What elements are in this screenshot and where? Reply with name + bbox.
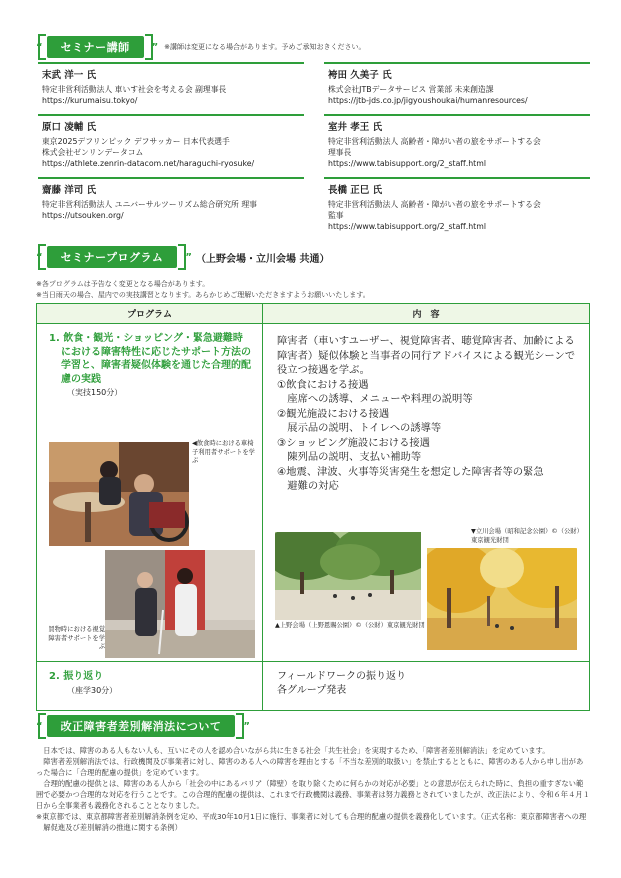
content-line: ④地震、津波、火事等災害発生を想定した障害者等の緊急 [277, 465, 544, 478]
speaker-name: 末武 洋一 氏 [42, 70, 97, 81]
content-line: 各グループ発表 [277, 684, 347, 696]
speaker-affiliation: 株式会社JTBデータサービス 営業部 未来創造課 [328, 85, 494, 94]
speaker-name: 齋藤 洋司 氏 [42, 185, 97, 196]
program-duration: （実技150分） [67, 388, 123, 397]
speaker-card [38, 114, 304, 177]
speakers-title: セミナー講師 [47, 36, 144, 58]
photo-caption: 買物時における視覚障害者サポートを学ぶ [48, 626, 105, 650]
program-header [36, 246, 329, 268]
program-duration: （座学30分） [67, 685, 118, 695]
law-paragraph: 日本では、障害のある人もない人も、互いにその人を認め合いながら共に生きる社会「共生社会」を実現するため、「障害者差別解消法」を定めています。 [43, 746, 550, 755]
speakers-header [36, 36, 365, 58]
speaker-affiliation: 特定非営利活動法人 車いす社会を考える会 副理事長 [42, 85, 227, 94]
speaker-name: 室井 孝王 氏 [328, 122, 383, 133]
content-text [263, 324, 589, 494]
photo-caption: ◀飲食時における車椅子利用者サポートを学ぶ [192, 440, 255, 464]
speaker-affiliation: 特定非営利活動法人 高齢者・障がい者の旅をサポートする会 [328, 200, 541, 209]
content-line: 展示品の説明、トイレへの誘導等 [277, 422, 442, 434]
speaker-url[interactable]: https://kurumaisu.tokyo/ [42, 96, 138, 105]
quote-mark-icon: ” [185, 251, 192, 263]
speaker-affiliation: 東京2025デフリンピック デフサッカー 日本代表選手 [42, 137, 230, 146]
content-line: ①飲食における接遇 [277, 378, 369, 391]
speaker-affiliation: 特定非営利活動法人 ユニバーサルツーリズム総合研究所 理事 [42, 200, 257, 209]
column-header-content: 内 容 [412, 310, 440, 320]
table-header-row [37, 304, 589, 324]
law-paragraph: 障害者差別解消法では、行政機関及び事業者に対し、障害のある人への障害を理由とする「不当な差別的取扱い」を禁止するとともに、障害のある人から申し出があった場合に「合理的配慮の提供」を定めています。 [36, 757, 584, 777]
speakers-grid [38, 62, 590, 237]
table-row [37, 324, 589, 662]
program-cell [37, 324, 263, 661]
table-row [37, 662, 589, 710]
tachikawa-park-photo [427, 548, 577, 650]
program-note: ※各プログラムは予告なく変更となる場合があります。 [36, 280, 210, 288]
program-note: ※当日雨天の場合、屋内での実技講習となります。あらかじめご理解いただきますようお願いいたします。 [36, 291, 370, 299]
quote-mark-icon: ” [243, 720, 250, 732]
speaker-affiliation: 監事 [328, 211, 344, 220]
program-table [36, 303, 590, 711]
speaker-card [38, 177, 304, 237]
law-title: 改正障害者差別解消法について [47, 715, 236, 737]
speaker-url[interactable]: https://www.tabisupport.org/2_staff.html [328, 159, 486, 168]
content-cell [263, 324, 589, 661]
program-title-2: 2. 振り返り [49, 671, 104, 682]
law-body [36, 745, 590, 833]
speaker-name: 原口 凌輔 氏 [42, 122, 97, 133]
content-line: 避難の対応 [277, 480, 339, 492]
program-venues: （上野会場・立川会場 共通） [196, 253, 330, 265]
speaker-name: 長橋 正巳 氏 [328, 185, 383, 196]
speaker-card [38, 62, 304, 114]
program-title-1: 1. 飲食・観光・ショッピング・緊急避難時における障害特性に応じたサポート方法の学習と、障害者疑似体験を通じた合理的配慮の実践 [49, 333, 251, 385]
speaker-url[interactable]: https://athlete.zenrin-datacom.net/haraguchi-ryosuke/ [42, 159, 255, 168]
program-cell [37, 662, 263, 710]
speaker-affiliation: 株式会社ゼンリンデータコム [42, 148, 144, 157]
program-title: セミナープログラム [47, 246, 178, 268]
speaker-url[interactable]: https://www.tabisupport.org/2_staff.html [328, 222, 486, 231]
speaker-card [324, 62, 590, 114]
speaker-url[interactable]: https://utsouken.org/ [42, 211, 124, 220]
content-line: フィールドワークの振り返り [277, 671, 406, 682]
content-line: 障害者（車いすユーザー、視覚障害者、聴覚障害者、加齢による障害者）疑似体験と当事者の同行アドバイスによる観光シーンで役立つ接遇を学ぶ。 [277, 335, 576, 376]
quote-mark-icon: ” [151, 41, 159, 53]
law-paragraph: 合理的配慮の提供とは、障害のある人から「社会の中にあるバリア（障壁）を取り除くために何らかの対応が必要」との意思が伝えられた時に、負担の重すぎない範囲で必要かつ合理的な対応を行うことです。この合理的配慮の提供は、これまで行政機関は義務、事業者は努力義務とされていましたが、改正法により、令和６年４月１日から全事業者も義務化されることとなりました。 [36, 779, 590, 810]
content-line: 座席への誘導、メニューや料理の説明等 [277, 393, 473, 405]
content-line: ②観光施設における接遇 [277, 407, 390, 420]
law-header [36, 715, 254, 737]
column-header-program: プログラム [37, 304, 263, 323]
law-footnote: ※東京都では、東京都障害者差別解消条例を定め、平成30年10月1日に施行、事業者に対しても合理的配慮の提供を義務化しています。（正式名称：東京都障害者への理解促進及び差別解消の推進に関する条例） [36, 812, 587, 832]
content-line: 陳列品の説明、支払い補助等 [277, 451, 422, 463]
restaurant-support-photo [49, 442, 189, 546]
speaker-card [324, 177, 590, 237]
ueno-park-photo [275, 532, 421, 620]
photo-caption: ▼立川会場（昭和記念公園）©（公財）東京観光財団 [471, 528, 580, 544]
photo-caption: ▲上野会場（上野恩賜公園）©（公財）東京観光財団 [275, 622, 425, 629]
content-cell [263, 662, 589, 710]
speaker-name: 袴田 久美子 氏 [328, 70, 392, 81]
speaker-affiliation: 特定非営利活動法人 高齢者・障がい者の旅をサポートする会 [328, 137, 541, 146]
speaker-url[interactable]: https://jtb-jds.co.jp/jigyoushoukai/humanresources/ [328, 96, 528, 105]
speaker-card [324, 114, 590, 177]
speaker-affiliation: 理事長 [328, 148, 352, 157]
speakers-note: ※講師は変更になる場合があります。予めご承知おきください。 [164, 43, 366, 51]
shopping-support-photo [105, 550, 255, 658]
content-line: ③ショッピング施設における接遇 [277, 436, 430, 449]
